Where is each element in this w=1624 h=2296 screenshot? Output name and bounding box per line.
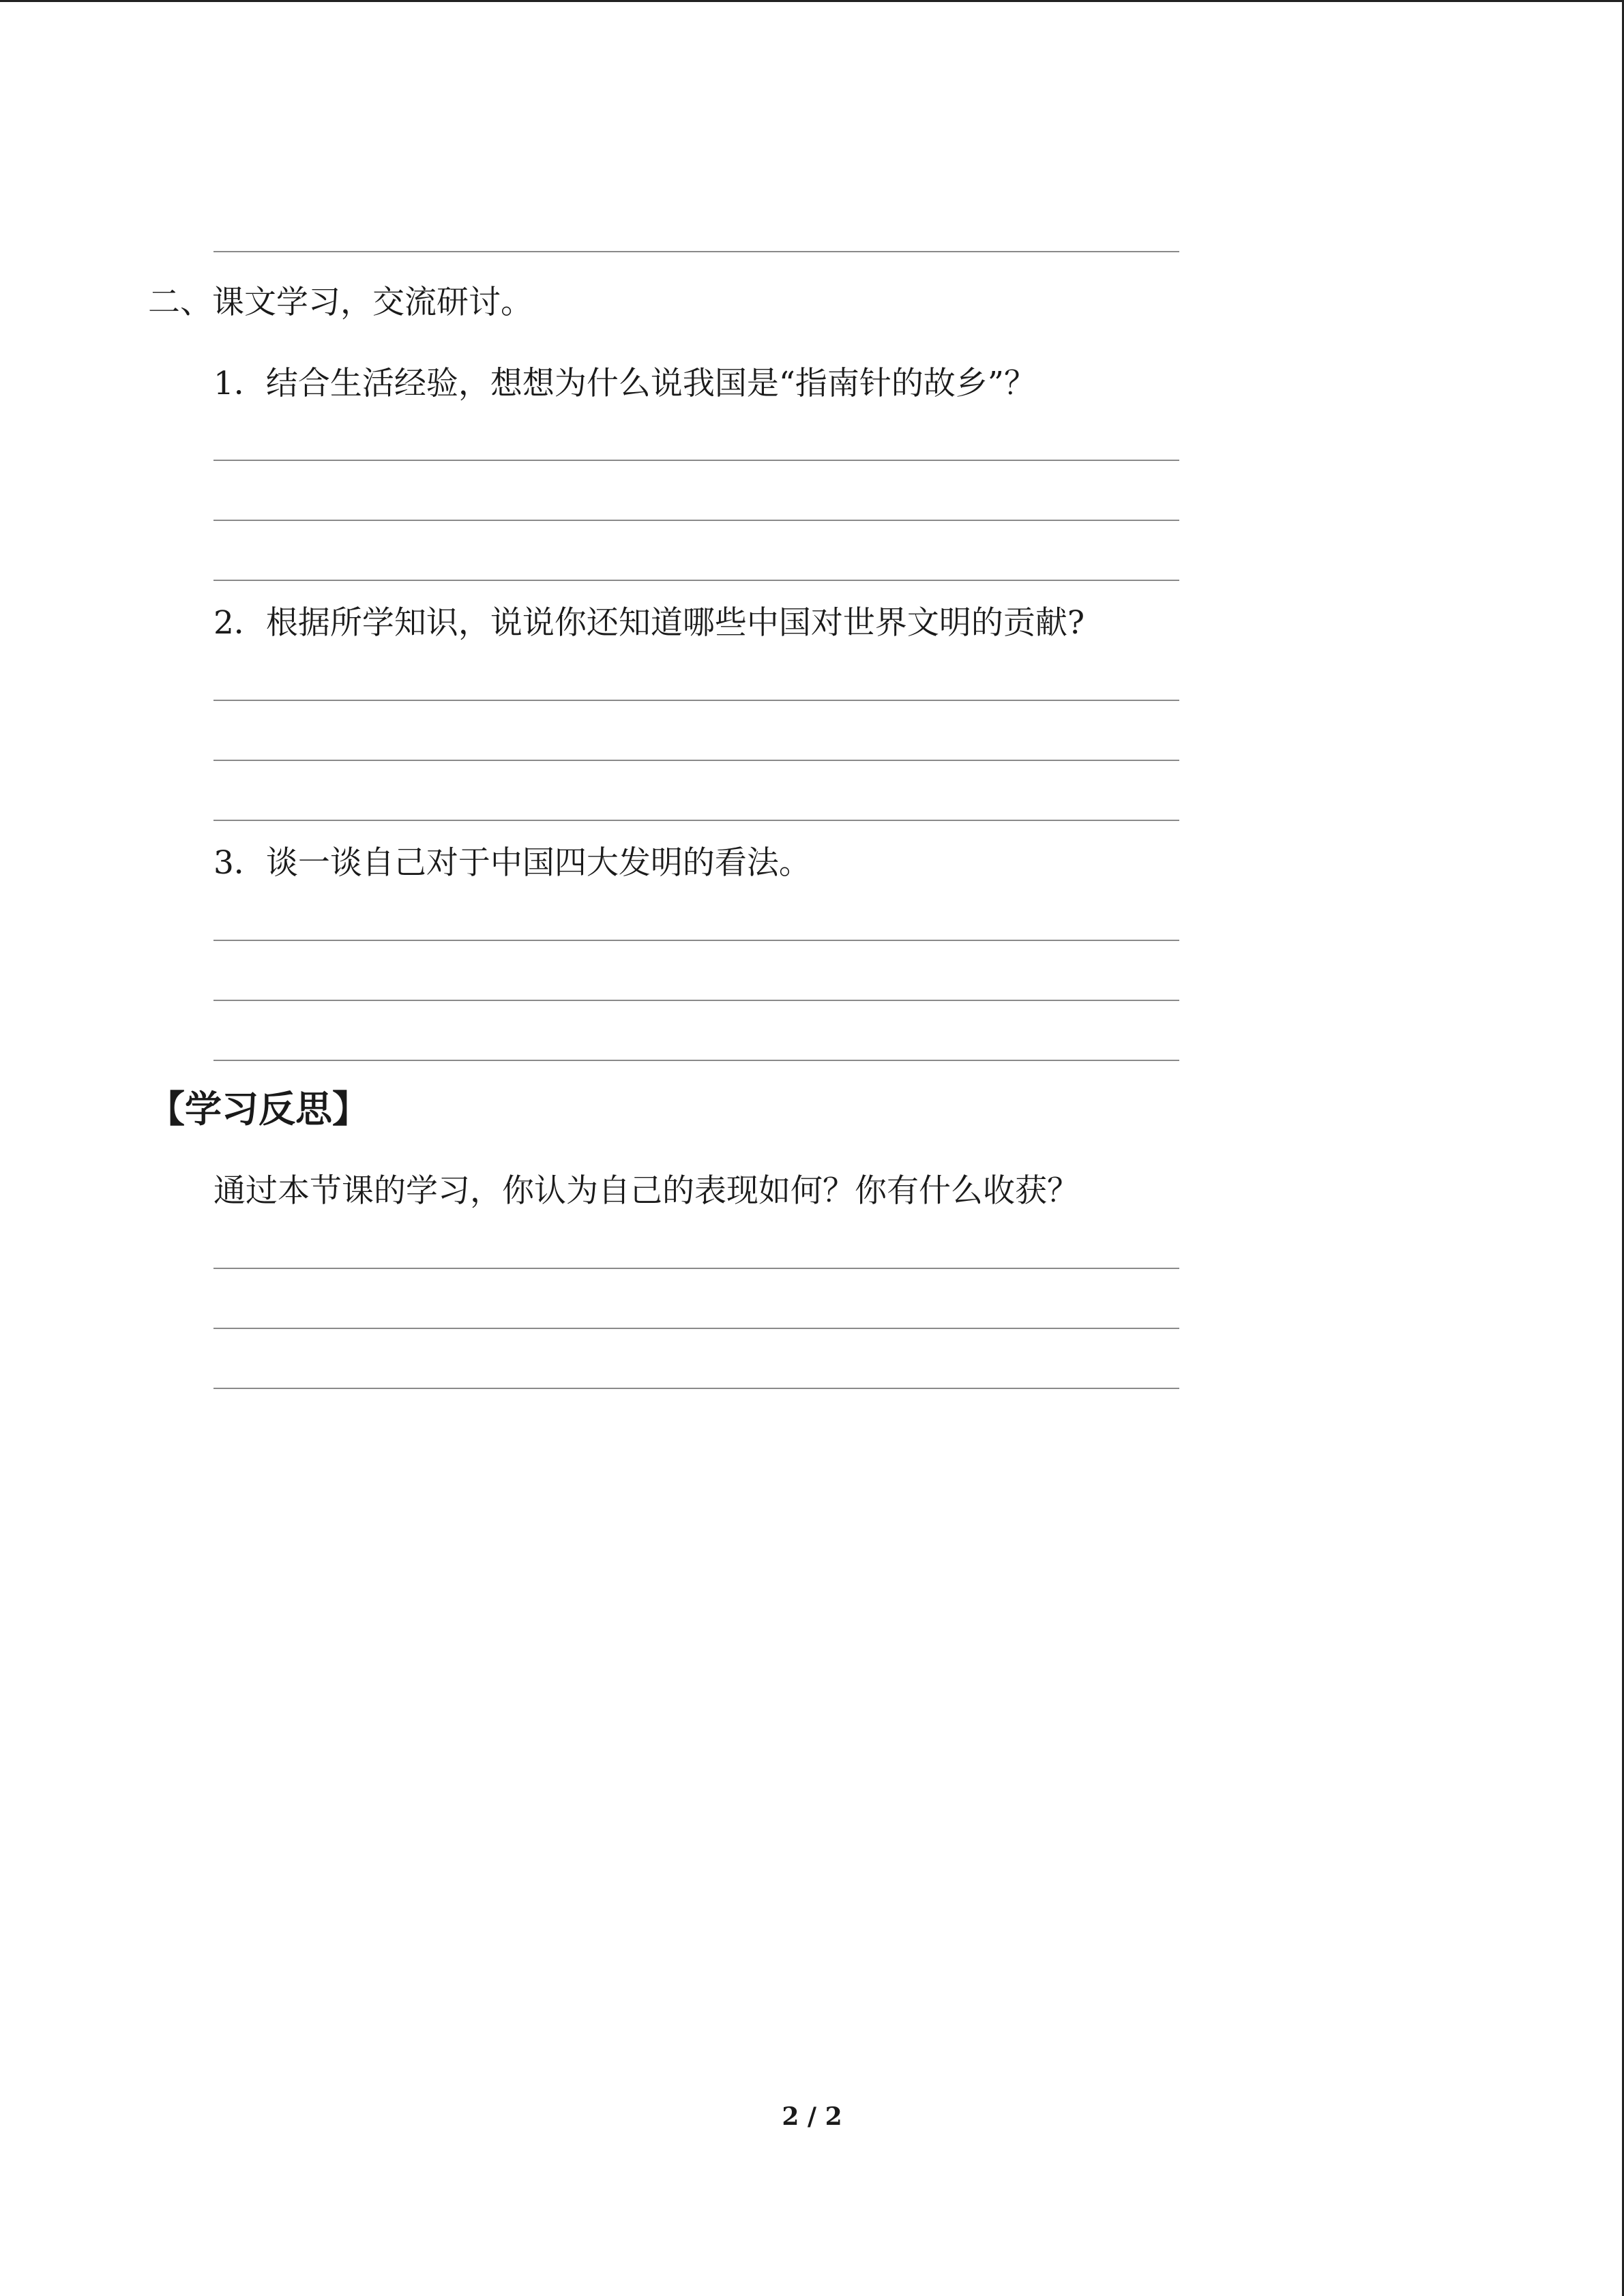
question-1: 1．结合生活经验，想想为什么说我国是“指南针的故乡”？ bbox=[213, 365, 1036, 402]
answer-line-reflection-1[interactable] bbox=[213, 1268, 1179, 1269]
answer-line-q1-3[interactable] bbox=[213, 580, 1179, 581]
answer-line-q2-2[interactable] bbox=[213, 760, 1179, 761]
answer-line-reflection-3[interactable] bbox=[213, 1388, 1179, 1389]
answer-line-q2-1[interactable] bbox=[213, 700, 1179, 701]
answer-line-reflection-2[interactable] bbox=[213, 1328, 1179, 1329]
answer-line-q1-2[interactable] bbox=[213, 520, 1179, 521]
reflection-prompt: 通过本节课的学习，你认为自己的表现如何？你有什么收获？ bbox=[213, 1172, 1079, 1210]
answer-line-q3-3[interactable] bbox=[213, 1060, 1179, 1061]
answer-line[interactable] bbox=[213, 251, 1179, 252]
question-2: 2．根据所学知识，说说你还知道哪些中国对世界文明的贡献? bbox=[213, 604, 1085, 642]
answer-line-q1-1[interactable] bbox=[213, 460, 1179, 461]
answer-line-q3-1[interactable] bbox=[213, 940, 1179, 941]
reflection-title: 【学习反思】 bbox=[148, 1088, 369, 1131]
answer-line-q3-2[interactable] bbox=[213, 1000, 1179, 1001]
answer-line-q2-3[interactable] bbox=[213, 820, 1179, 821]
section-heading: 二、课文学习，交流研讨。 bbox=[148, 284, 533, 321]
page-border-top bbox=[0, 0, 1624, 2]
question-3: 3．谈一谈自己对于中国四大发明的看法。 bbox=[213, 844, 811, 882]
page-number: 2 / 2 bbox=[782, 2102, 842, 2131]
